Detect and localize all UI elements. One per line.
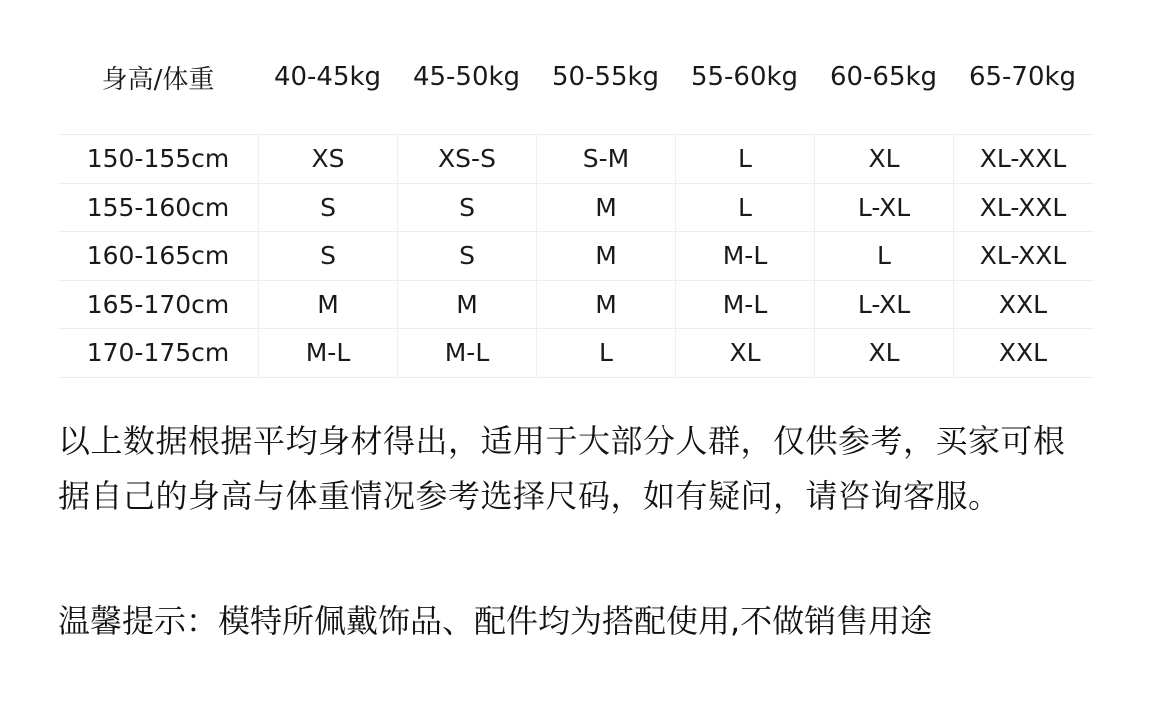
size-cell: L: [675, 184, 814, 232]
size-cell: L-XL: [814, 281, 953, 329]
size-cell: L: [814, 232, 953, 280]
header-weight-5: 60-65kg: [829, 62, 938, 92]
size-cell: M-L: [258, 329, 397, 377]
header-weight-3: 50-55kg: [551, 62, 660, 92]
row-height-label: 170-175cm: [86, 338, 230, 368]
size-cell: M-L: [675, 232, 814, 280]
table-row: [58, 134, 1094, 183]
size-cell: XXL: [953, 329, 1092, 377]
size-cell: S: [258, 232, 397, 280]
size-cell: XL-XXL: [953, 184, 1092, 232]
size-cell: XS-S: [397, 135, 536, 183]
size-cell: M: [536, 232, 675, 280]
size-cell: L: [675, 135, 814, 183]
size-cell: M-L: [675, 281, 814, 329]
size-cell: L: [536, 329, 675, 377]
size-cell: M: [536, 281, 675, 329]
size-cell: XL-XXL: [953, 135, 1092, 183]
size-chart-table: [58, 40, 1094, 378]
header-weight-1: 40-45kg: [273, 62, 382, 92]
size-cell: XS: [258, 135, 397, 183]
table-row: [58, 183, 1094, 232]
size-cell: S: [258, 184, 397, 232]
size-cell: M-L: [397, 329, 536, 377]
size-cell: M: [258, 281, 397, 329]
header-weight-2: 45-50kg: [412, 62, 521, 92]
size-chart-header: [58, 40, 1094, 114]
size-cell: S: [397, 184, 536, 232]
size-cell: S-M: [536, 135, 675, 183]
table-row: [58, 231, 1094, 280]
header-weight-6: 65-70kg: [968, 62, 1077, 92]
size-cell: M: [397, 281, 536, 329]
size-cell: M: [536, 184, 675, 232]
size-cell: XL: [814, 329, 953, 377]
size-cell: XL-XXL: [953, 232, 1092, 280]
size-cell: XL: [675, 329, 814, 377]
sizing-disclaimer-text: 以上数据根据平均身材得出，适用于大部分人群，仅供参考，买家可根据自己的身高与体重情况参考选择尺码，如有疑问，请咨询客服。: [58, 422, 1066, 515]
row-height-label: 150-155cm: [86, 144, 230, 174]
size-cell: XXL: [953, 281, 1092, 329]
header-height-weight-label: 身高/体重: [101, 64, 215, 95]
size-cell: S: [397, 232, 536, 280]
row-height-label: 155-160cm: [86, 192, 230, 222]
table-row: [58, 328, 1094, 378]
header-weight-4: 55-60kg: [690, 62, 799, 92]
size-chart-body: [58, 134, 1094, 378]
size-cell: XL: [814, 135, 953, 183]
row-height-label: 160-165cm: [86, 241, 230, 271]
table-row: [58, 280, 1094, 329]
warm-tip-text: 温馨提示：模特所佩戴饰品、配件均为搭配使用,不做销售用途: [58, 602, 933, 640]
size-cell: L-XL: [814, 184, 953, 232]
row-height-label: 165-170cm: [86, 289, 230, 319]
